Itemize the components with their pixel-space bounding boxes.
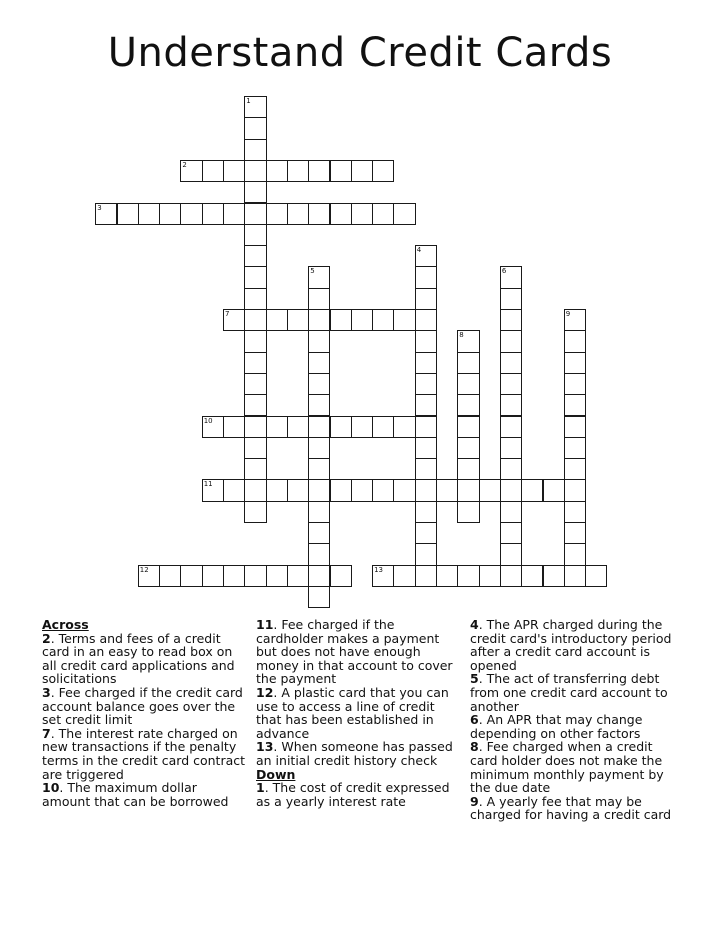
across-clue: 13. When someone has passed an initial credit history check <box>256 739 453 768</box>
crossword-cell[interactable] <box>180 203 202 225</box>
crossword-cell[interactable] <box>202 203 224 225</box>
crossword-cell[interactable] <box>393 565 415 587</box>
crossword-cell[interactable] <box>500 416 522 438</box>
clue-number: 8 <box>470 739 479 755</box>
crossword-cell[interactable] <box>585 565 607 587</box>
crossword-cell[interactable] <box>244 437 266 459</box>
down-clue: 8. Fee charged when a credit card holder does not make the minimum monthly payment by the due date <box>470 739 664 796</box>
crossword-cell[interactable] <box>244 203 266 225</box>
crossword-cell[interactable] <box>202 160 224 182</box>
across-clue: 11. Fee charged if the cardholder makes a payment but does not have enough money in that account to cover the payment <box>256 617 453 687</box>
clue-number: 9 <box>470 793 479 809</box>
crossword-cell[interactable] <box>457 501 479 523</box>
crossword-cell[interactable] <box>543 479 565 501</box>
crossword-cell[interactable] <box>500 565 522 587</box>
crossword-cell[interactable] <box>500 543 522 565</box>
crossword-cell[interactable] <box>415 330 437 352</box>
crossword-cell[interactable] <box>244 245 266 267</box>
crossword-cell[interactable] <box>244 224 266 246</box>
crossword-cell[interactable] <box>266 416 288 438</box>
crossword-cell[interactable] <box>500 373 522 395</box>
crossword-cell[interactable] <box>415 501 437 523</box>
crossword-cell[interactable] <box>564 373 586 395</box>
crossword-cell[interactable] <box>308 479 330 501</box>
crossword-cell[interactable] <box>159 565 181 587</box>
clue-text: The maximum dollar amount that can be borrowed <box>42 780 229 809</box>
down-clue: 1. The cost of credit expressed as a yearly interest rate <box>256 780 450 809</box>
crossword-cell[interactable] <box>500 522 522 544</box>
crossword-cell[interactable] <box>564 458 586 480</box>
crossword-cell[interactable] <box>564 437 586 459</box>
crossword-cell[interactable] <box>393 309 415 331</box>
crossword-cell[interactable] <box>457 416 479 438</box>
crossword-cell[interactable] <box>202 565 224 587</box>
crossword-cell[interactable] <box>415 352 437 374</box>
crossword-cell[interactable] <box>223 203 245 225</box>
crossword-cell[interactable] <box>393 479 415 501</box>
crossword-cell[interactable] <box>266 203 288 225</box>
down-clue: 9. A yearly fee that may be charged for having a credit card <box>470 793 672 823</box>
clue-number: 3 <box>42 684 51 700</box>
crossword-cell[interactable] <box>117 203 139 225</box>
crossword-cell[interactable] <box>351 309 373 331</box>
clue-number-label: 8 <box>459 331 464 340</box>
clues-column-1 <box>42 618 248 808</box>
page-title: Understand Credit Cards <box>107 30 613 76</box>
crossword-cell[interactable] <box>244 160 266 182</box>
crossword-cell[interactable] <box>330 416 352 438</box>
crossword-cell[interactable] <box>457 373 479 395</box>
crossword-cell[interactable] <box>244 309 266 331</box>
crossword-cell[interactable] <box>244 288 266 310</box>
crossword-cell[interactable] <box>330 565 352 587</box>
down-clue: 4. The APR charged during the credit card's introductory period after a credit card account is opened <box>470 617 672 673</box>
crossword-cell[interactable] <box>308 416 330 438</box>
crossword-cell[interactable] <box>415 394 437 416</box>
crossword-cell[interactable] <box>244 181 266 203</box>
crossword-cell[interactable] <box>415 437 437 459</box>
crossword-cell[interactable] <box>564 543 586 565</box>
crossword-cell[interactable] <box>287 203 309 225</box>
clue-text: The APR charged during the credit card's introductory period after a credit card account is opened <box>470 617 672 673</box>
crossword-cell[interactable] <box>415 309 437 331</box>
crossword-cell[interactable] <box>415 522 437 544</box>
crossword-cell[interactable] <box>457 458 479 480</box>
crossword-cell[interactable] <box>244 458 266 480</box>
crossword-cell[interactable] <box>266 160 288 182</box>
crossword-cell[interactable] <box>564 394 586 416</box>
across-clue: 2. Terms and fees of a credit card in an easy to read box on all credit card applications and solicitations <box>42 630 235 687</box>
crossword-cell[interactable] <box>223 479 245 501</box>
clue-number-label: 13 <box>374 565 384 574</box>
clue-text: Terms and fees of a credit card in an easy to read box on all credit card applications and solicitations <box>42 630 235 687</box>
clue-number-label: 3 <box>97 203 102 212</box>
crossword-cell[interactable] <box>564 501 586 523</box>
crossword-cell[interactable] <box>436 479 458 501</box>
across-clue: 7. The interest rate charged on new transactions if the penalty terms in the credit card contract are triggered <box>42 725 246 782</box>
crossword-cell[interactable] <box>500 352 522 374</box>
crossword-cell[interactable] <box>244 501 266 523</box>
crossword-cell[interactable] <box>244 117 266 139</box>
clue-number-label: 6 <box>501 267 507 276</box>
crossword-cell[interactable] <box>223 160 245 182</box>
crossword-cell[interactable] <box>159 203 181 225</box>
crossword-cell[interactable] <box>372 203 394 225</box>
crossword-cell[interactable] <box>351 203 373 225</box>
crossword-cell[interactable] <box>564 330 586 352</box>
clue-number: 7 <box>42 725 51 741</box>
crossword-cell[interactable] <box>415 479 437 501</box>
clue-number: 2 <box>42 630 51 646</box>
crossword-cell[interactable] <box>372 160 394 182</box>
crossword-cell[interactable] <box>415 416 437 438</box>
crossword-cell[interactable] <box>308 522 330 544</box>
crossword-cell[interactable] <box>500 309 522 331</box>
crossword-cell[interactable] <box>308 586 330 608</box>
crossword-cell[interactable] <box>330 479 352 501</box>
down-clue: 6. An APR that may change depending on other factors <box>470 712 643 741</box>
across-heading: Across <box>42 617 89 632</box>
crossword-cell[interactable] <box>308 288 330 310</box>
crossword-cell[interactable] <box>500 437 522 459</box>
crossword-cell[interactable] <box>308 160 330 182</box>
crossword-cell[interactable] <box>436 565 458 587</box>
crossword-cell[interactable] <box>479 479 501 501</box>
crossword-cell[interactable] <box>244 330 266 352</box>
clue-number-label: 12 <box>139 565 149 574</box>
crossword-cell[interactable] <box>564 479 586 501</box>
crossword-cell[interactable] <box>415 543 437 565</box>
crossword-cell[interactable] <box>308 373 330 395</box>
clue-number: 5 <box>470 671 479 687</box>
crossword-cell[interactable] <box>500 458 522 480</box>
crossword-cell[interactable] <box>266 565 288 587</box>
clue-text: A yearly fee that may be charged for having a credit card <box>470 793 672 823</box>
crossword-cell[interactable] <box>351 160 373 182</box>
crossword-cell[interactable] <box>500 501 522 523</box>
clue-text: The act of transferring debt from one credit card account to another <box>470 671 668 714</box>
clue-number: 10 <box>42 780 60 796</box>
clue-text: A plastic card that you can use to access a line of credit that has been established in advance <box>256 684 449 741</box>
crossword-cell[interactable] <box>500 394 522 416</box>
down-heading: Down <box>256 766 296 782</box>
crossword-cell[interactable] <box>287 479 309 501</box>
crossword-cell[interactable] <box>244 394 266 416</box>
clue-text: When someone has passed an initial credit history check <box>256 739 453 768</box>
crossword-cell[interactable] <box>415 458 437 480</box>
crossword-cell[interactable] <box>266 309 288 331</box>
clue-text: The interest rate charged on new transactions if the penalty terms in the credit card contract are triggered <box>42 725 246 782</box>
clue-number-label: 7 <box>225 310 230 318</box>
crossword-cell[interactable] <box>287 565 309 587</box>
clue-number: 4 <box>470 617 479 632</box>
crossword-cell[interactable] <box>330 160 352 182</box>
clue-number: 6 <box>470 712 479 728</box>
clue-number-label: 9 <box>565 310 571 318</box>
crossword-cell[interactable] <box>244 479 266 501</box>
clues-column-3 <box>470 618 676 822</box>
crossword-cell[interactable] <box>308 330 330 352</box>
clue-number-label: 10 <box>203 416 213 425</box>
crossword-cell[interactable] <box>287 416 309 438</box>
crossword-cell[interactable] <box>393 203 415 225</box>
crossword-cell[interactable] <box>415 266 437 288</box>
clue-number-label: 4 <box>416 246 422 255</box>
crossword-cell[interactable] <box>564 416 586 438</box>
crossword-cell[interactable] <box>308 501 330 523</box>
crossword-cell[interactable] <box>244 373 266 395</box>
crossword-cell[interactable] <box>308 394 330 416</box>
crossword-cell[interactable] <box>500 479 522 501</box>
across-clue: 12. A plastic card that you can use to access a line of credit that has been established in advance <box>256 684 449 741</box>
crossword-cell[interactable] <box>308 437 330 459</box>
crossword-cell[interactable] <box>415 373 437 395</box>
crossword-cell[interactable] <box>308 203 330 225</box>
crossword-cell[interactable] <box>308 309 330 331</box>
crossword-cell[interactable] <box>351 416 373 438</box>
crossword-cell[interactable] <box>244 266 266 288</box>
clue-number-label: 5 <box>310 267 315 276</box>
crossword-cell[interactable] <box>223 565 245 587</box>
clue-number: 11 <box>256 617 274 632</box>
crossword-cell[interactable] <box>564 565 586 587</box>
crossword-cell[interactable] <box>457 394 479 416</box>
down-clue: 5. The act of transferring debt from one credit card account to another <box>470 671 668 714</box>
clue-text: The cost of credit expressed as a yearly interest rate <box>256 780 450 809</box>
clue-number-label: 1 <box>246 97 251 105</box>
clue-number-label: 2 <box>182 160 187 169</box>
across-clue: 10. The maximum dollar amount that can be borrowed <box>42 780 229 809</box>
clue-text: An APR that may change depending on other factors <box>470 712 643 741</box>
crossword-cell[interactable] <box>564 352 586 374</box>
clue-text: Fee charged when a credit card holder does not make the minimum monthly payment by the due date <box>470 739 664 796</box>
crossword-cell[interactable] <box>457 437 479 459</box>
crossword-cell[interactable] <box>308 458 330 480</box>
clues-column-2 <box>256 618 456 808</box>
crossword-cell[interactable] <box>500 288 522 310</box>
clue-number: 1 <box>256 780 265 796</box>
crossword-cell[interactable] <box>372 416 394 438</box>
clue-text: Fee charged if the credit card account balance goes over the set credit limit <box>42 684 243 728</box>
crossword-cell[interactable] <box>287 160 309 182</box>
crossword-cell[interactable] <box>393 416 415 438</box>
crossword-cell[interactable] <box>564 522 586 544</box>
crossword-cell[interactable] <box>244 139 266 161</box>
clue-number: 13 <box>256 739 274 755</box>
crossword-cell[interactable] <box>457 565 479 587</box>
crossword-cell[interactable] <box>308 352 330 374</box>
crossword-cell[interactable] <box>266 479 288 501</box>
crossword-cell[interactable] <box>351 479 373 501</box>
crossword-cell[interactable] <box>415 288 437 310</box>
crossword-cell[interactable] <box>521 479 543 501</box>
clue-number: 12 <box>256 684 274 700</box>
crossword-cell[interactable] <box>330 309 352 331</box>
crossword-cell[interactable] <box>500 330 522 352</box>
crossword-cell[interactable] <box>244 352 266 374</box>
crossword-cell[interactable] <box>244 565 266 587</box>
crossword-cell[interactable] <box>244 416 266 438</box>
crossword-cell[interactable] <box>287 309 309 331</box>
crossword-cell[interactable] <box>308 543 330 565</box>
clue-text: Fee charged if the cardholder makes a payment but does not have enough money in that account to cover the payment <box>256 617 453 687</box>
crossword-cell[interactable] <box>223 416 245 438</box>
crossword-cell[interactable] <box>330 203 352 225</box>
crossword-cell[interactable] <box>138 203 160 225</box>
crossword-cell[interactable] <box>479 565 501 587</box>
crossword-cell[interactable] <box>308 565 330 587</box>
crossword-cell[interactable] <box>457 479 479 501</box>
crossword-cell[interactable] <box>543 565 565 587</box>
crossword-cell[interactable] <box>180 565 202 587</box>
crossword-cell[interactable] <box>521 565 543 587</box>
crossword-cell[interactable] <box>457 352 479 374</box>
crossword-cell[interactable] <box>372 479 394 501</box>
across-clue: 3. Fee charged if the credit card account balance goes over the set credit limit <box>42 684 243 728</box>
clue-number-label: 11 <box>203 480 213 489</box>
crossword-cell[interactable] <box>372 309 394 331</box>
crossword-cell[interactable] <box>415 565 437 587</box>
